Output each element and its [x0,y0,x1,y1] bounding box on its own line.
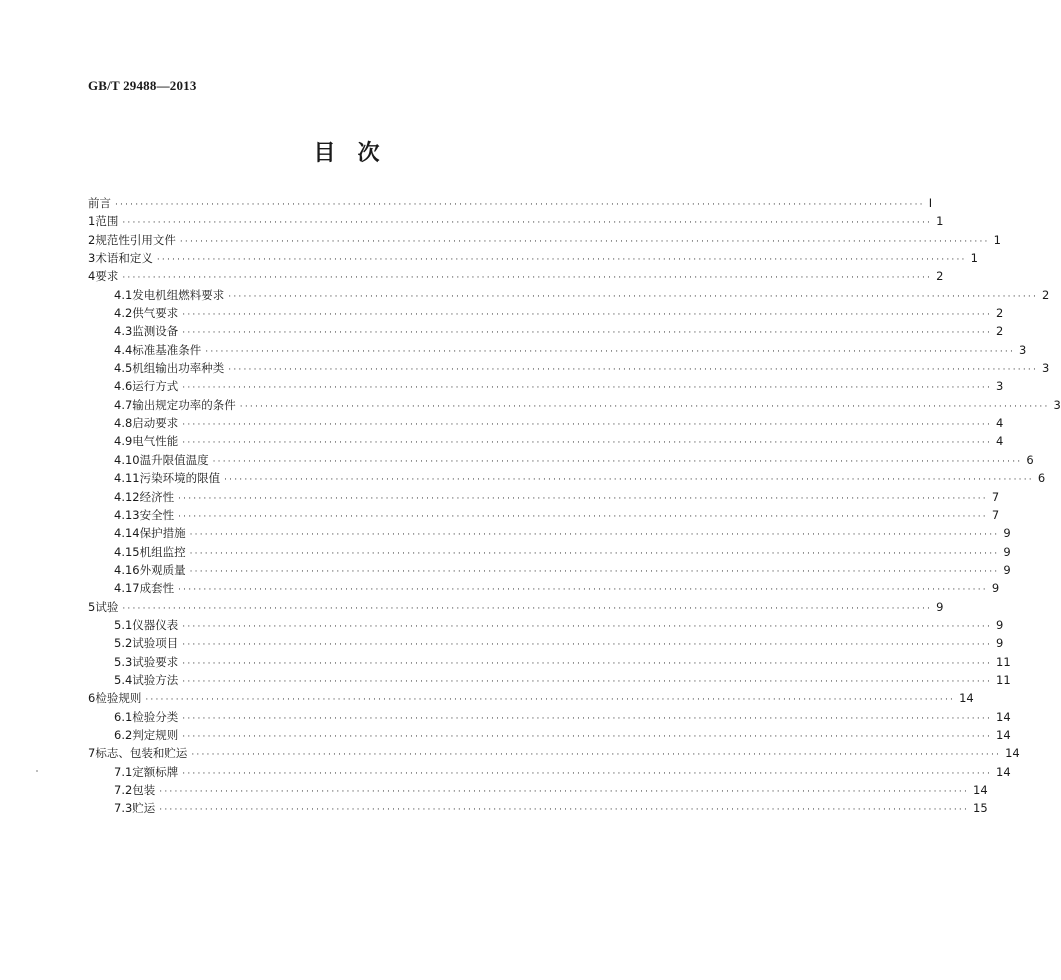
dot-leader: ································································································································································ [182,658,993,669]
toc-entry-page: 6 [1026,452,1034,467]
toc-entry[interactable] [88,689,974,707]
dot-leader: ································································································································································ [239,401,1050,412]
toc-entry-title: 机组输出功率种类 [132,361,225,376]
dot-leader: ································································································································································ [191,750,1002,761]
toc-entry-title: 安全性 [139,507,175,522]
toc-entry[interactable] [88,671,1011,689]
toc-entry-number: 4.14 [114,526,140,541]
dot-leader: ································································································································································ [178,493,988,504]
dot-leader: ································································································································································ [178,511,988,522]
toc-entry-number: 5.1 [114,617,133,632]
toc-entry-page: 2 [996,324,1004,339]
dot-leader: ································································································································································ [228,365,1039,376]
toc-entry-page: 1 [970,251,978,266]
toc-entry-page: 3 [996,379,1004,394]
toc-entry-title: 试验项目 [132,636,179,651]
toc-entry-title: 范围 [95,214,119,229]
dot-leader: ································································································································································ [182,768,993,779]
toc-entry-number: 4.17 [114,581,140,596]
toc-entry-title: 供气要求 [132,306,179,321]
toc-entry-number: 4.13 [114,507,140,522]
toc-entry-page: 1 [993,232,1001,247]
toc-entry-number: 2 [88,232,96,247]
toc-entry-title: 运行方式 [132,379,179,394]
toc-entry-number: 4 [88,269,96,284]
toc-entry[interactable] [88,488,1000,506]
dot-leader: ································································································································································ [224,475,1034,486]
toc-entry[interactable] [88,212,944,230]
toc-entry-page: 4 [996,434,1004,449]
toc-entry-number: 4.8 [114,416,133,431]
toc-entry-number: 4.6 [114,379,133,394]
toc-entry[interactable] [88,653,1011,671]
toc-entry-page: 9 [1003,562,1011,577]
toc-entry-number: 4.16 [114,562,140,577]
toc-entry-number: 7.3 [114,801,133,816]
toc-entry-title: 启动要求 [132,416,179,431]
toc-entry-title: 监测设备 [132,324,179,339]
toc-entry[interactable] [88,524,1011,542]
toc-entry-title: 贮运 [132,801,156,816]
toc-entry[interactable] [88,414,1004,432]
scan-speck [36,770,38,772]
toc-entry-number: 4.1 [114,287,133,302]
toc-entry-title: 定额标牌 [132,764,179,779]
toc-entry-number: 4.15 [114,544,140,559]
dot-leader: ································································································································································ [182,420,993,431]
table-of-contents [88,194,1061,818]
toc-entry[interactable] [88,763,1011,781]
dot-leader: ································································································································································ [189,530,1000,541]
toc-entry-number: 4.2 [114,306,133,321]
toc-entry[interactable] [88,616,1004,634]
toc-entry-page: 3 [1019,342,1027,357]
toc-entry[interactable] [88,396,1061,414]
toc-entry-title: 检验规则 [95,691,142,706]
toc-entry[interactable] [88,506,1000,524]
toc-entry[interactable] [88,231,1001,249]
toc-entry[interactable] [88,322,1004,340]
dot-leader: ································································································································································ [182,676,993,687]
toc-entry-title: 术语和定义 [95,251,153,266]
toc-entry-number: 1 [88,214,96,229]
toc-entry-title: 经济性 [139,489,175,504]
toc-entry-title: 仪器仪表 [132,617,179,632]
toc-entry-number: 4.5 [114,361,133,376]
toc-entry-page: 11 [996,654,1011,669]
toc-entry[interactable] [88,359,1050,377]
toc-entry-page: 14 [959,691,974,706]
toc-entry-number: 5.2 [114,636,133,651]
dot-leader: ································································································································································ [228,291,1039,302]
toc-entry-number: 4.7 [114,397,133,412]
toc-entry-page: 9 [996,636,1004,651]
toc-entry[interactable] [88,726,1011,744]
toc-entry-page: 9 [1003,526,1011,541]
dot-leader: ································································································································································ [182,640,993,651]
dot-leader: ································································································································································ [156,255,967,266]
toc-entry-title: 输出规定功率的条件 [132,397,236,412]
toc-entry-title: 污染环境的限值 [139,471,221,486]
dot-leader: ································································································································································ [189,566,1000,577]
toc-entry[interactable] [88,708,1011,726]
toc-entry[interactable] [88,377,1004,395]
toc-entry[interactable] [88,194,933,212]
toc-entry-page: 3 [1053,397,1061,412]
toc-entry-page: 14 [996,764,1011,779]
toc-entry[interactable] [88,598,944,616]
toc-entry-title: 试验方法 [132,672,179,687]
toc-entry-page: 14 [1005,746,1020,761]
toc-entry-page: Ⅰ [928,196,933,210]
toc-entry-number: 4.4 [114,342,133,357]
page-title: 目 次 [313,141,380,166]
toc-entry-title: 标志、包装和贮运 [95,746,188,761]
toc-entry[interactable] [88,432,1004,450]
standard-code: GB/T 29488—2013 [88,78,197,93]
toc-entry-title: 前言 [88,196,111,210]
toc-entry-title: 电气性能 [132,434,179,449]
toc-entry-title: 发电机组燃料要求 [132,287,225,302]
toc-entry-page: 2 [996,306,1004,321]
toc-entry[interactable] [88,249,978,267]
toc-entry-title: 温升限值温度 [139,452,209,467]
toc-entry-title: 要求 [95,269,119,284]
toc-entry-number: 7 [88,746,96,761]
dot-leader: ································································································································································ [122,218,933,229]
dot-leader: ································································································································································ [159,787,970,797]
dot-leader: ································································································································································ [212,456,1023,467]
dot-leader: ································································································································································ [182,731,993,742]
toc-entry-title: 试验 [95,599,119,614]
toc-entry-number: 4.10 [114,452,140,467]
toc-entry-number: 6.2 [114,727,133,742]
toc-entry[interactable] [88,744,1020,762]
toc-entry-page: 6 [1037,471,1046,486]
toc-entry-title: 规范性引用文件 [95,232,176,247]
toc-entry[interactable] [88,267,944,285]
toc-entry[interactable] [88,543,1011,561]
toc-entry-page: 9 [1003,544,1011,559]
toc-entry-page: 2 [936,269,944,284]
toc-entry[interactable] [88,304,1004,322]
dot-leader: ································································································································································ [189,548,1000,559]
toc-entry-title: 成套性 [139,581,175,596]
toc-entry[interactable] [88,469,1046,487]
dot-leader: ································································································································································ [182,621,993,632]
toc-entry-title: 机组监控 [139,544,186,559]
dot-leader: ································································································································································ [145,695,956,706]
dot-leader: ································································································································································ [205,346,1016,357]
dot-leader: ································································································································································ [179,236,990,247]
toc-entry[interactable] [88,579,1000,597]
toc-entry-number: 6 [88,691,96,706]
toc-entry-page: 4 [996,416,1004,431]
toc-entry-number: 5.4 [114,672,133,687]
dot-leader: ································································································································································ [159,805,970,816]
toc-entry-number: 3 [88,251,96,266]
toc-entry-page: 14 [996,727,1011,742]
toc-entry-page: 1 [936,214,944,229]
toc-entry-title: 检验分类 [132,709,179,724]
toc-entry-title: 保护措施 [139,526,186,541]
toc-entry-title: 标准基准条件 [132,342,202,357]
toc-entry-number: 4.3 [114,324,133,339]
toc-entry-number: 5.3 [114,654,133,669]
toc-entry-page: 14 [996,709,1011,724]
dot-leader: ································································································································································ [182,713,993,724]
toc-entry-page: 7 [991,489,1000,504]
toc-entry[interactable] [88,341,1027,359]
toc-entry-title: 试验要求 [132,654,179,669]
toc-entry[interactable] [88,561,1011,579]
dot-leader: ································································································································································ [178,585,988,596]
dot-leader: ································································································································································ [122,273,933,284]
toc-entry[interactable] [88,799,988,817]
toc-entry-number: 6.1 [114,709,133,724]
toc-entry[interactable] [88,634,1004,652]
toc-entry-number: 4.9 [114,434,133,449]
toc-entry-page: 9 [936,599,944,614]
toc-entry-title: 判定规则 [132,727,179,742]
toc-entry-page: 2 [1042,287,1050,302]
toc-entry-page: 15 [973,801,988,816]
toc-entry-number: 7.1 [114,764,133,779]
toc-entry-title: 外观质量 [139,562,186,577]
toc-entry-page: 9 [996,617,1004,632]
toc-entry[interactable] [88,286,1050,304]
toc-entry-number: 4.12 [114,489,140,504]
toc-entry-page: 11 [996,672,1011,687]
toc-entry-number: 4.11 [114,471,140,486]
toc-entry-page: 7 [991,507,1000,522]
toc-entry-page: 14 [973,783,988,797]
toc-entry-page: 3 [1042,361,1050,376]
toc-entry-title: 包装 [132,783,156,797]
dot-leader: ································································································································································ [182,438,993,449]
dot-leader: ································································································································································ [182,310,993,321]
dot-leader: ································································································································································ [182,383,993,394]
dot-leader: ································································································································································ [182,328,993,339]
toc-entry-number: 7.2 [114,783,133,797]
dot-leader: ································································································································································ [115,200,925,210]
toc-entry-page: 9 [991,581,1000,596]
toc-entry-number: 5 [88,599,96,614]
toc-entry[interactable] [88,451,1034,469]
toc-entry[interactable] [88,781,988,799]
dot-leader: ································································································································································ [122,603,933,614]
